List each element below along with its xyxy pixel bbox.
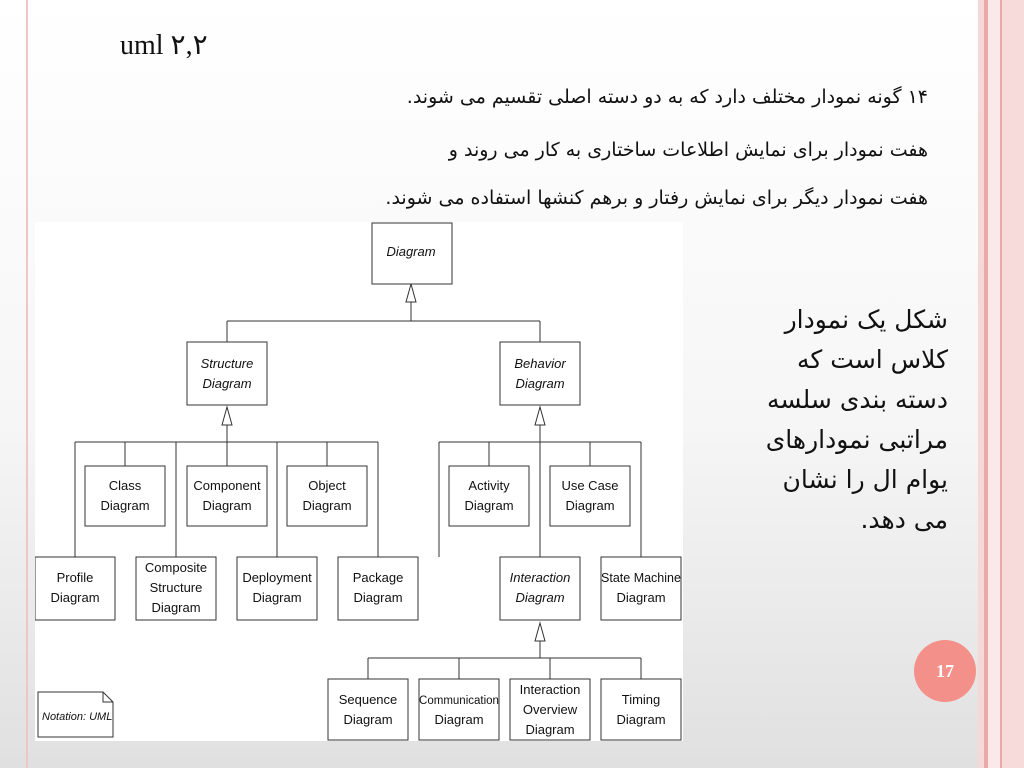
uml-hierarchy-diagram (35, 222, 683, 741)
paragraph-line-1: ۱۴ گونه نمودار مختلف دارد که به دو دسته اصلی تقسیم می شوند. (406, 86, 928, 108)
box-interaction (500, 557, 580, 620)
label-behavior-1: Behavior (514, 356, 566, 371)
label-profile-2: Diagram (50, 590, 100, 605)
notation-label: Notation: UML (42, 711, 113, 723)
paragraph-line-2: هفت نمودار برای نمایش اطلاعات ساختاری به کار می روند و (448, 139, 928, 161)
label-diagram: Diagram (386, 244, 436, 259)
box-timing (601, 679, 681, 740)
box-package (338, 557, 418, 620)
label-behavior-2: Diagram (515, 376, 565, 391)
uml-diagram-svg (35, 222, 683, 741)
box-activity (449, 466, 529, 526)
side-line-6: می دهد. (860, 505, 948, 534)
label-interaction-2: Diagram (515, 590, 565, 605)
arrowhead-icon (535, 407, 545, 425)
label-structure-1: Structure (200, 356, 254, 371)
right-border-stripe (988, 0, 1000, 768)
box-sequence (328, 679, 408, 740)
side-line-1: شکل یک نمودار (784, 305, 948, 334)
label-sequence-1: Sequence (338, 692, 398, 707)
label-overview-1: Interaction (519, 682, 581, 697)
label-component-1: Component (193, 478, 261, 493)
label-usecase-1: Use Case (561, 478, 619, 493)
label-timing-1: Timing (621, 692, 661, 707)
box-statemachine (601, 557, 681, 620)
box-class (85, 466, 165, 526)
box-behavior (500, 342, 580, 405)
label-class-2: Diagram (100, 498, 150, 513)
label-overview-3: Diagram (525, 722, 575, 737)
label-communication-1: Communication (419, 695, 499, 707)
label-communication-2: Diagram (434, 712, 484, 727)
label-overview-2: Overview (522, 702, 578, 717)
side-line-4: مراتبی نمودارهای (765, 425, 948, 454)
label-composite-2: Structure (149, 580, 203, 595)
label-activity-1: Activity (468, 478, 510, 493)
label-object-1: Object (308, 478, 346, 493)
label-package-2: Diagram (353, 590, 403, 605)
box-component (187, 466, 267, 526)
label-composite-1: Composite (144, 560, 208, 575)
label-statemachine-1: State Machine (601, 571, 681, 585)
label-composite-3: Diagram (151, 600, 201, 615)
arrowhead-icon (406, 284, 416, 302)
label-package-1: Package (352, 570, 404, 585)
label-timing-2: Diagram (616, 712, 666, 727)
label-statemachine-2: Diagram (616, 590, 666, 605)
side-description (700, 300, 948, 540)
side-line-2: کلاس است که (797, 345, 948, 374)
right-border-stripe (1002, 0, 1024, 768)
box-usecase (550, 466, 630, 526)
page-number-badge: 17 (914, 640, 976, 702)
label-component-2: Diagram (202, 498, 252, 513)
label-activity-2: Diagram (464, 498, 514, 513)
arrowhead-icon (535, 623, 545, 641)
arrowhead-icon (222, 407, 232, 425)
paragraph-line-3: هفت نمودار دیگر برای نمایش رفتار و برهم کنشها استفاده می شوند. (385, 187, 928, 209)
box-object (287, 466, 367, 526)
label-class-1: Class (108, 478, 142, 493)
box-deployment (237, 557, 317, 620)
left-border-line (26, 0, 28, 768)
label-structure-2: Diagram (202, 376, 252, 391)
label-sequence-2: Diagram (343, 712, 393, 727)
box-structure (187, 342, 267, 405)
label-usecase-2: Diagram (565, 498, 615, 513)
label-profile-1: Profile (56, 570, 94, 585)
side-line-5: یوام ال را نشان (782, 465, 948, 494)
box-profile (35, 557, 115, 620)
label-object-2: Diagram (302, 498, 352, 513)
label-deployment-1: Deployment (242, 570, 312, 585)
box-communication (419, 679, 499, 740)
label-deployment-2: Diagram (252, 590, 302, 605)
side-line-3: دسته بندی سلسه (766, 385, 948, 414)
slide-title: uml ۲,۲ (120, 30, 208, 61)
label-interaction-1: Interaction (509, 570, 571, 585)
